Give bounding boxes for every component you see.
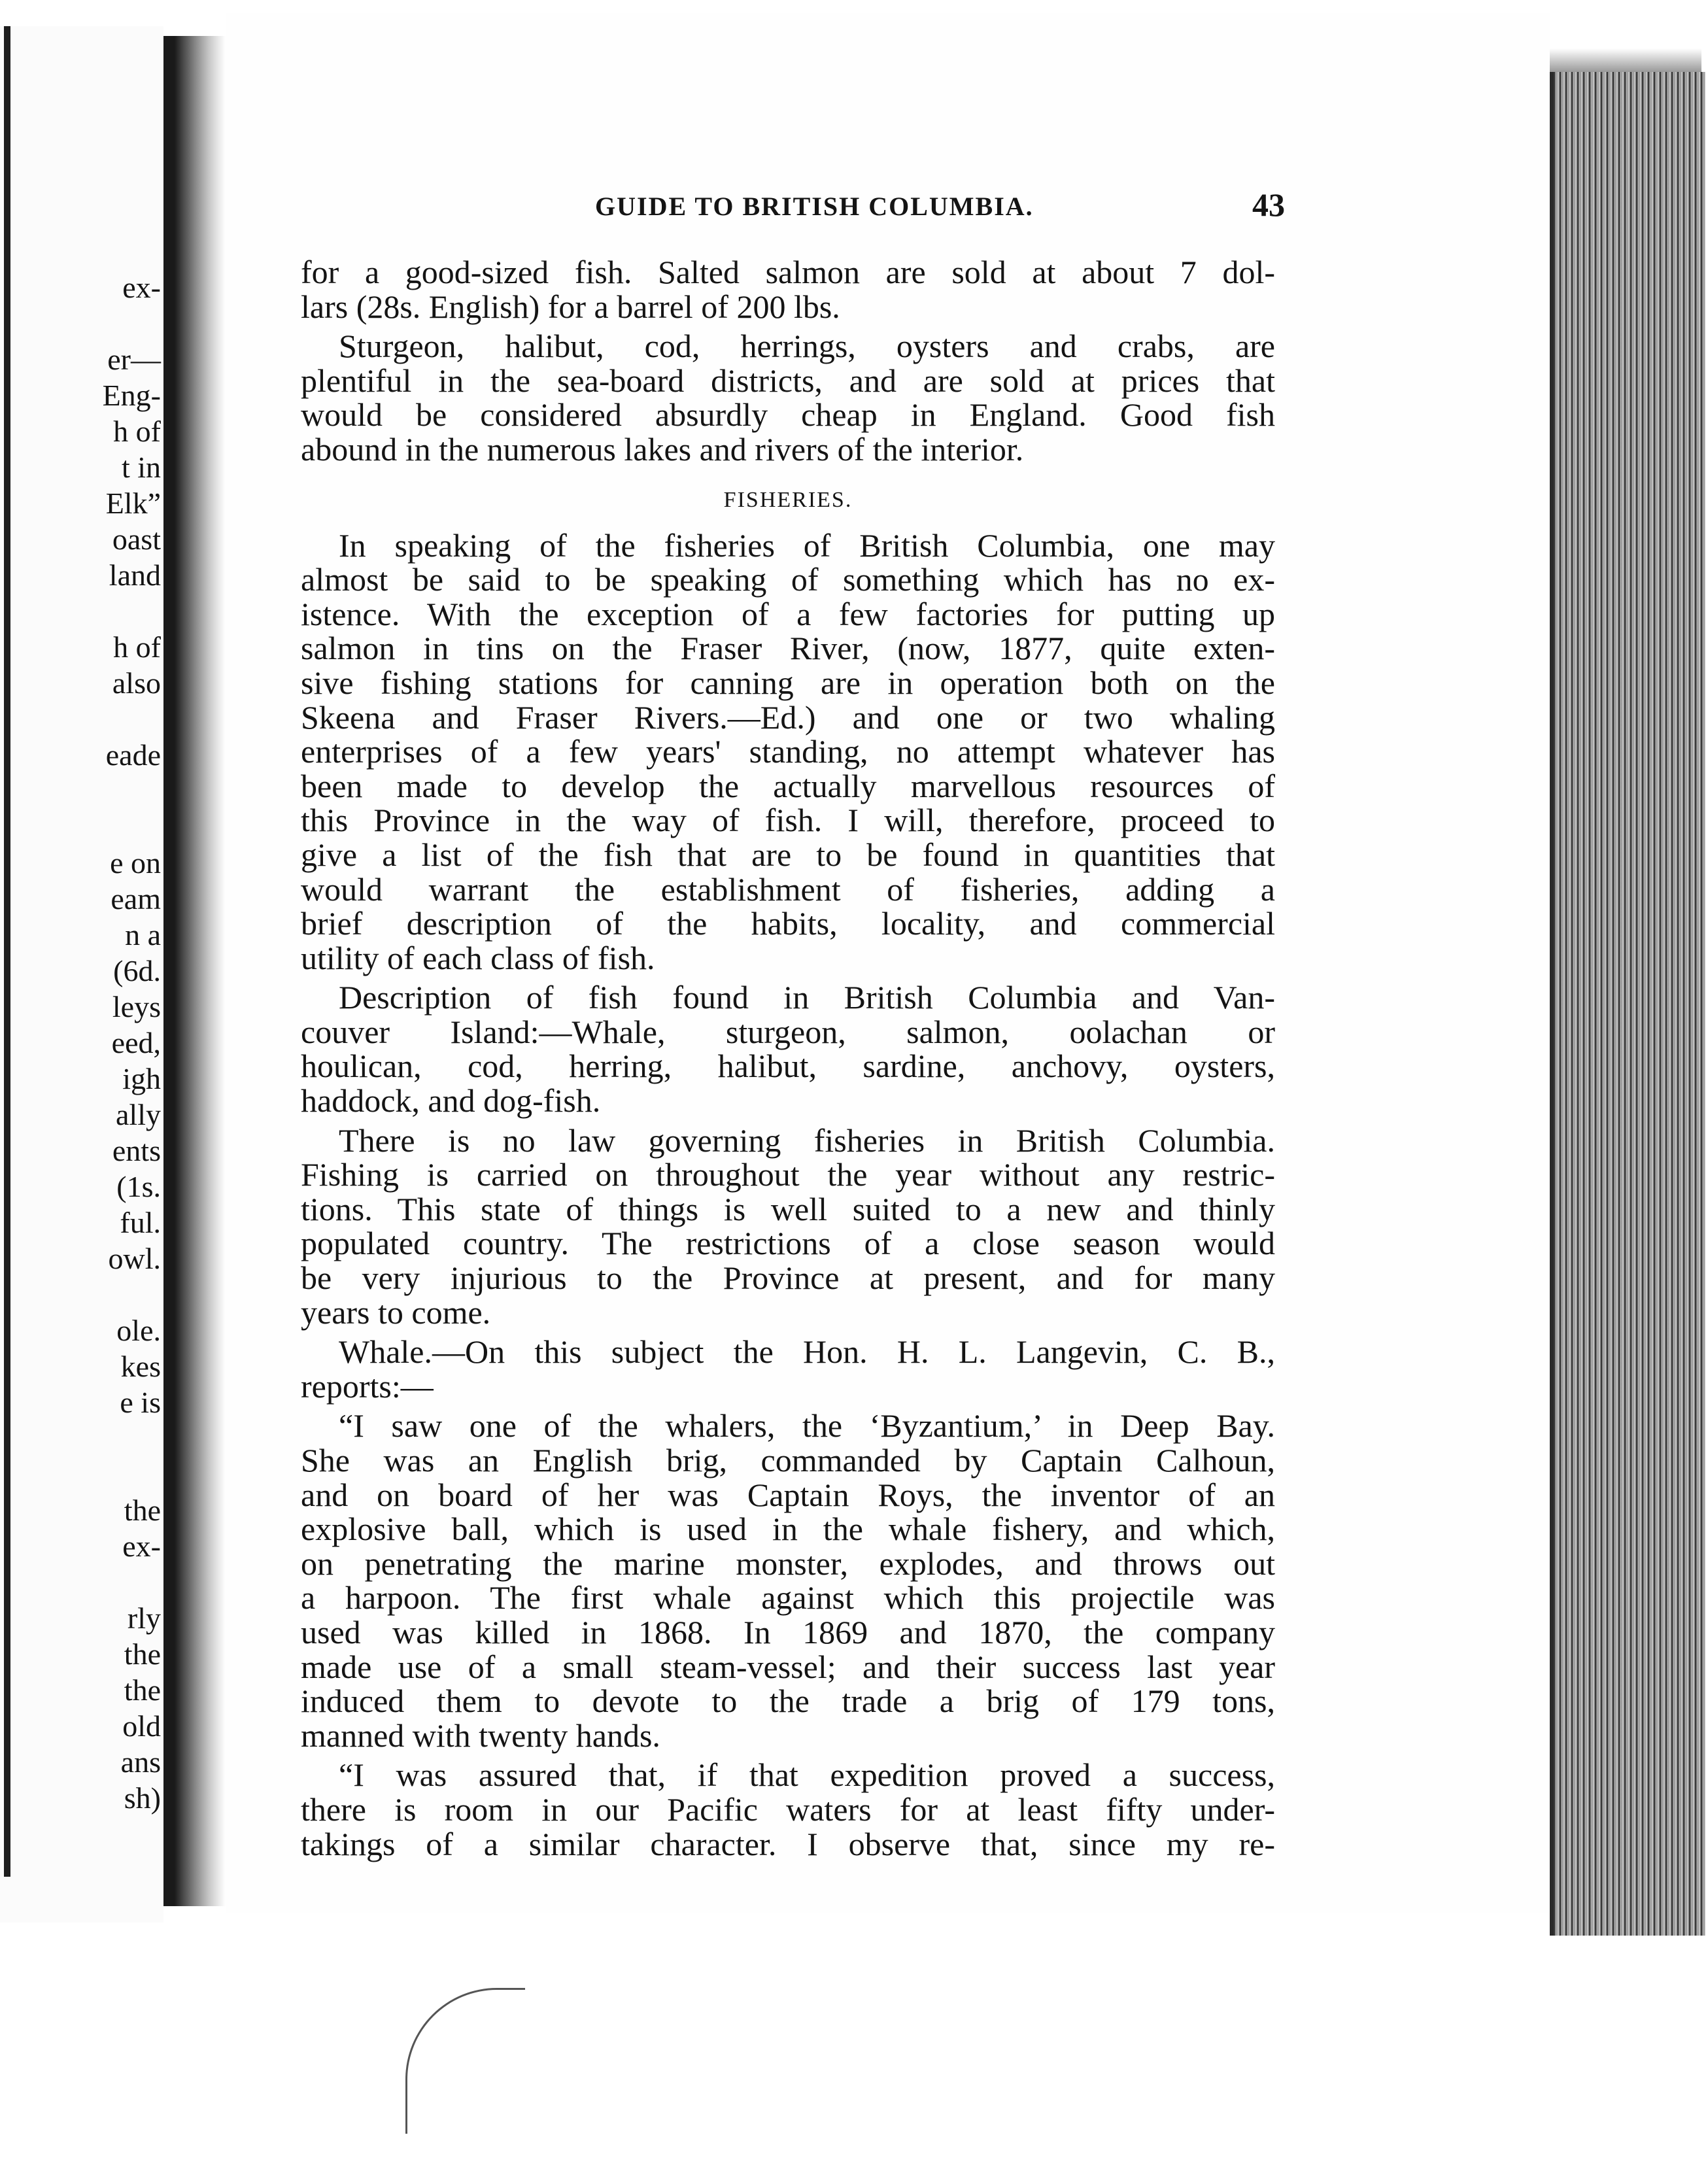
left-page-fragment: land — [109, 558, 161, 592]
left-page-fragment: also — [112, 666, 161, 700]
left-page-fragment: igh — [122, 1062, 161, 1095]
left-page-fragment — [13, 809, 161, 845]
text-line: Description of fish found in British Columbia and Van- — [339, 979, 1275, 1016]
left-page-fragment: ally — [116, 1098, 161, 1131]
text-line: explosive ball, which is used in the whale fishery, and which, — [301, 1511, 1275, 1548]
text-line: enterprises of a few years' standing, no attempt whatever has — [301, 733, 1275, 770]
text-line: would warrant the establishment of fisheries, adding a — [301, 870, 1275, 908]
paragraph — [301, 1123, 1275, 1330]
left-page-fragment: n a — [125, 918, 161, 951]
left-page-fragment: the — [124, 1494, 161, 1527]
left-page-fragment: e is — [120, 1386, 161, 1419]
text-line: “I was assured that, if that expedition proved a success, — [339, 1756, 1275, 1794]
text-line: years to come. — [301, 1293, 491, 1331]
left-page-fragment: ex- — [122, 1530, 161, 1563]
text-line: haddock, and dog-fish. — [301, 1082, 601, 1120]
left-page-fragment — [13, 593, 161, 629]
left-page-fragment: ole. — [116, 1314, 161, 1347]
left-page-fragment — [13, 773, 161, 809]
text-line: lars (28s. English) for a barrel of 200 lbs. — [301, 288, 840, 325]
running-head — [301, 186, 1285, 237]
left-page-fragment — [13, 305, 161, 341]
left-page-fragment — [13, 1564, 161, 1600]
text-line: and on board of her was Captain Roys, the inventor of an — [301, 1476, 1275, 1513]
running-head-title: GUIDE TO BRITISH COLUMBIA. — [595, 192, 1034, 221]
text-line: there is room in our Pacific waters for at least fifty under- — [301, 1790, 1275, 1828]
text-line: istence. With the exception of a few factories for putting up — [301, 595, 1275, 632]
left-page-fragment: eam — [111, 882, 161, 915]
paragraph — [301, 255, 1275, 324]
left-page-fragment: eed, — [111, 1026, 161, 1059]
text-line: There is no law governing fisheries in British Columbia. — [339, 1121, 1275, 1159]
left-page-fragment: Elk” — [105, 487, 161, 520]
left-page-fragment: oast — [112, 522, 161, 556]
left-page-fragment — [13, 1420, 161, 1456]
text-line: reports:— — [301, 1367, 434, 1405]
text-line: on penetrating the marine monster, explodes, and throws out — [301, 1545, 1275, 1582]
text-line: salmon in tins on the Fraser River, (now, 1877, quite exten- — [301, 630, 1275, 667]
paragraph — [301, 329, 1275, 466]
left-page-fragment: er— — [107, 343, 161, 376]
left-page-fragment: h of — [113, 415, 161, 448]
left-page-fragment: owl. — [108, 1242, 161, 1275]
text-line: would be considered absurdly cheap in England. Good fish — [301, 396, 1275, 434]
text-line: induced them to devote to the trade a brig of 179 tons, — [301, 1683, 1275, 1720]
text-line: houlican, cod, herring, halibut, sardine, anchovy, oysters, — [301, 1048, 1275, 1085]
left-page-fragment: t in — [121, 451, 161, 484]
text-line: takings of a similar character. I observe that, since my re- — [301, 1825, 1275, 1862]
left-page-fragment: h of — [113, 630, 161, 664]
text-line: plentiful in the sea-board districts, and are sold at prices that — [301, 362, 1275, 399]
left-page-fragment: ans — [120, 1745, 161, 1779]
paragraph — [301, 1409, 1275, 1752]
text-line: give a list of the fish that are to be found in quantities that — [301, 836, 1275, 873]
left-page-fragment: ents — [112, 1134, 161, 1167]
text-line: for a good-sized fish. Salted salmon are sold at about 7 dol- — [301, 254, 1275, 290]
text-line: Whale.—On this subject the Hon. H. L. Langevin, C. B., — [339, 1333, 1275, 1371]
binding-gutter-shadow — [163, 36, 226, 1906]
text-line: populated country. The restrictions of a close season would — [301, 1225, 1275, 1262]
left-page-edge — [4, 26, 10, 1877]
text-line: made use of a small steam-vessel; and their success last year — [301, 1648, 1275, 1685]
text-line: utility of each class of fish. — [301, 939, 655, 976]
page-body — [301, 255, 1275, 1866]
paragraph — [301, 1758, 1275, 1861]
left-page-fragment — [13, 1456, 161, 1492]
text-line: “I saw one of the whalers, the ‘Byzantium,’ in Deep Bay. — [339, 1407, 1275, 1444]
text-line: tions. This state of things is well suited to a new and thinly — [301, 1190, 1275, 1227]
paragraph — [301, 980, 1275, 1118]
text-line: used was killed in 1868. In 1869 and 1870, the company — [301, 1613, 1275, 1650]
left-page-fragment: ex- — [122, 271, 161, 304]
left-page-fragment: eade — [105, 738, 161, 772]
text-line: be very injurious to the Province at present, and for many — [301, 1259, 1275, 1297]
left-page-fragment: leys — [112, 990, 161, 1023]
page-number: 43 — [1252, 186, 1285, 223]
left-page-fragment: rly — [127, 1601, 161, 1635]
text-line: She was an English brig, commanded by Captain Calhoun, — [301, 1442, 1275, 1479]
left-page-fragment: sh) — [124, 1781, 161, 1815]
section-heading: FISHERIES. — [723, 487, 853, 512]
left-page-fragment: (6d. — [113, 954, 161, 987]
scan-artifact-mark — [405, 1988, 525, 2134]
left-page-fragment: old — [122, 1709, 161, 1743]
text-line: Skeena and Fraser Rivers.—Ed.) and one or two whaling — [301, 698, 1275, 736]
left-page-fragment: the — [124, 1673, 161, 1707]
left-page-fragment — [13, 1276, 161, 1312]
left-page-fragment: e on — [110, 846, 161, 880]
left-page-fragment: (1s. — [116, 1170, 161, 1203]
text-line: Fishing is carried on throughout the year without any restric- — [301, 1156, 1275, 1193]
text-line: couver Island:—Whale, sturgeon, salmon, oolachan or — [301, 1013, 1275, 1050]
page-edges-top — [1550, 13, 1701, 72]
paragraph — [301, 1335, 1275, 1403]
text-line: abound in the numerous lakes and rivers of the interior. — [301, 430, 1024, 468]
text-line: sive fishing stations for canning are in operation both on the — [301, 664, 1275, 701]
text-line: manned with twenty hands. — [301, 1717, 660, 1754]
left-page-fragment: Eng- — [102, 379, 161, 412]
left-page-fragment: kes — [120, 1350, 161, 1383]
text-line: been made to develop the actually marvellous resources of — [301, 767, 1275, 804]
text-line: a harpoon. The first whale against which this projectile was — [301, 1579, 1275, 1616]
paragraph — [301, 528, 1275, 976]
text-line: In speaking of the fisheries of British Columbia, one may — [339, 526, 1275, 564]
text-line: almost be said to be speaking of something which has no ex- — [301, 561, 1275, 598]
text-line: this Province in the way of fish. I will, therefore, proceed to — [301, 802, 1275, 839]
left-page-fragment: the — [124, 1637, 161, 1671]
text-line: Sturgeon, halibut, cod, herrings, oysters and crabs, are — [339, 328, 1275, 365]
page-edges-stack — [1550, 72, 1705, 1936]
left-page-fragment: ful. — [120, 1206, 161, 1239]
left-page-fragment — [13, 701, 161, 737]
text-line: brief description of the habits, locality, and commercial — [301, 905, 1275, 942]
left-page-text-fragments — [13, 269, 161, 1816]
